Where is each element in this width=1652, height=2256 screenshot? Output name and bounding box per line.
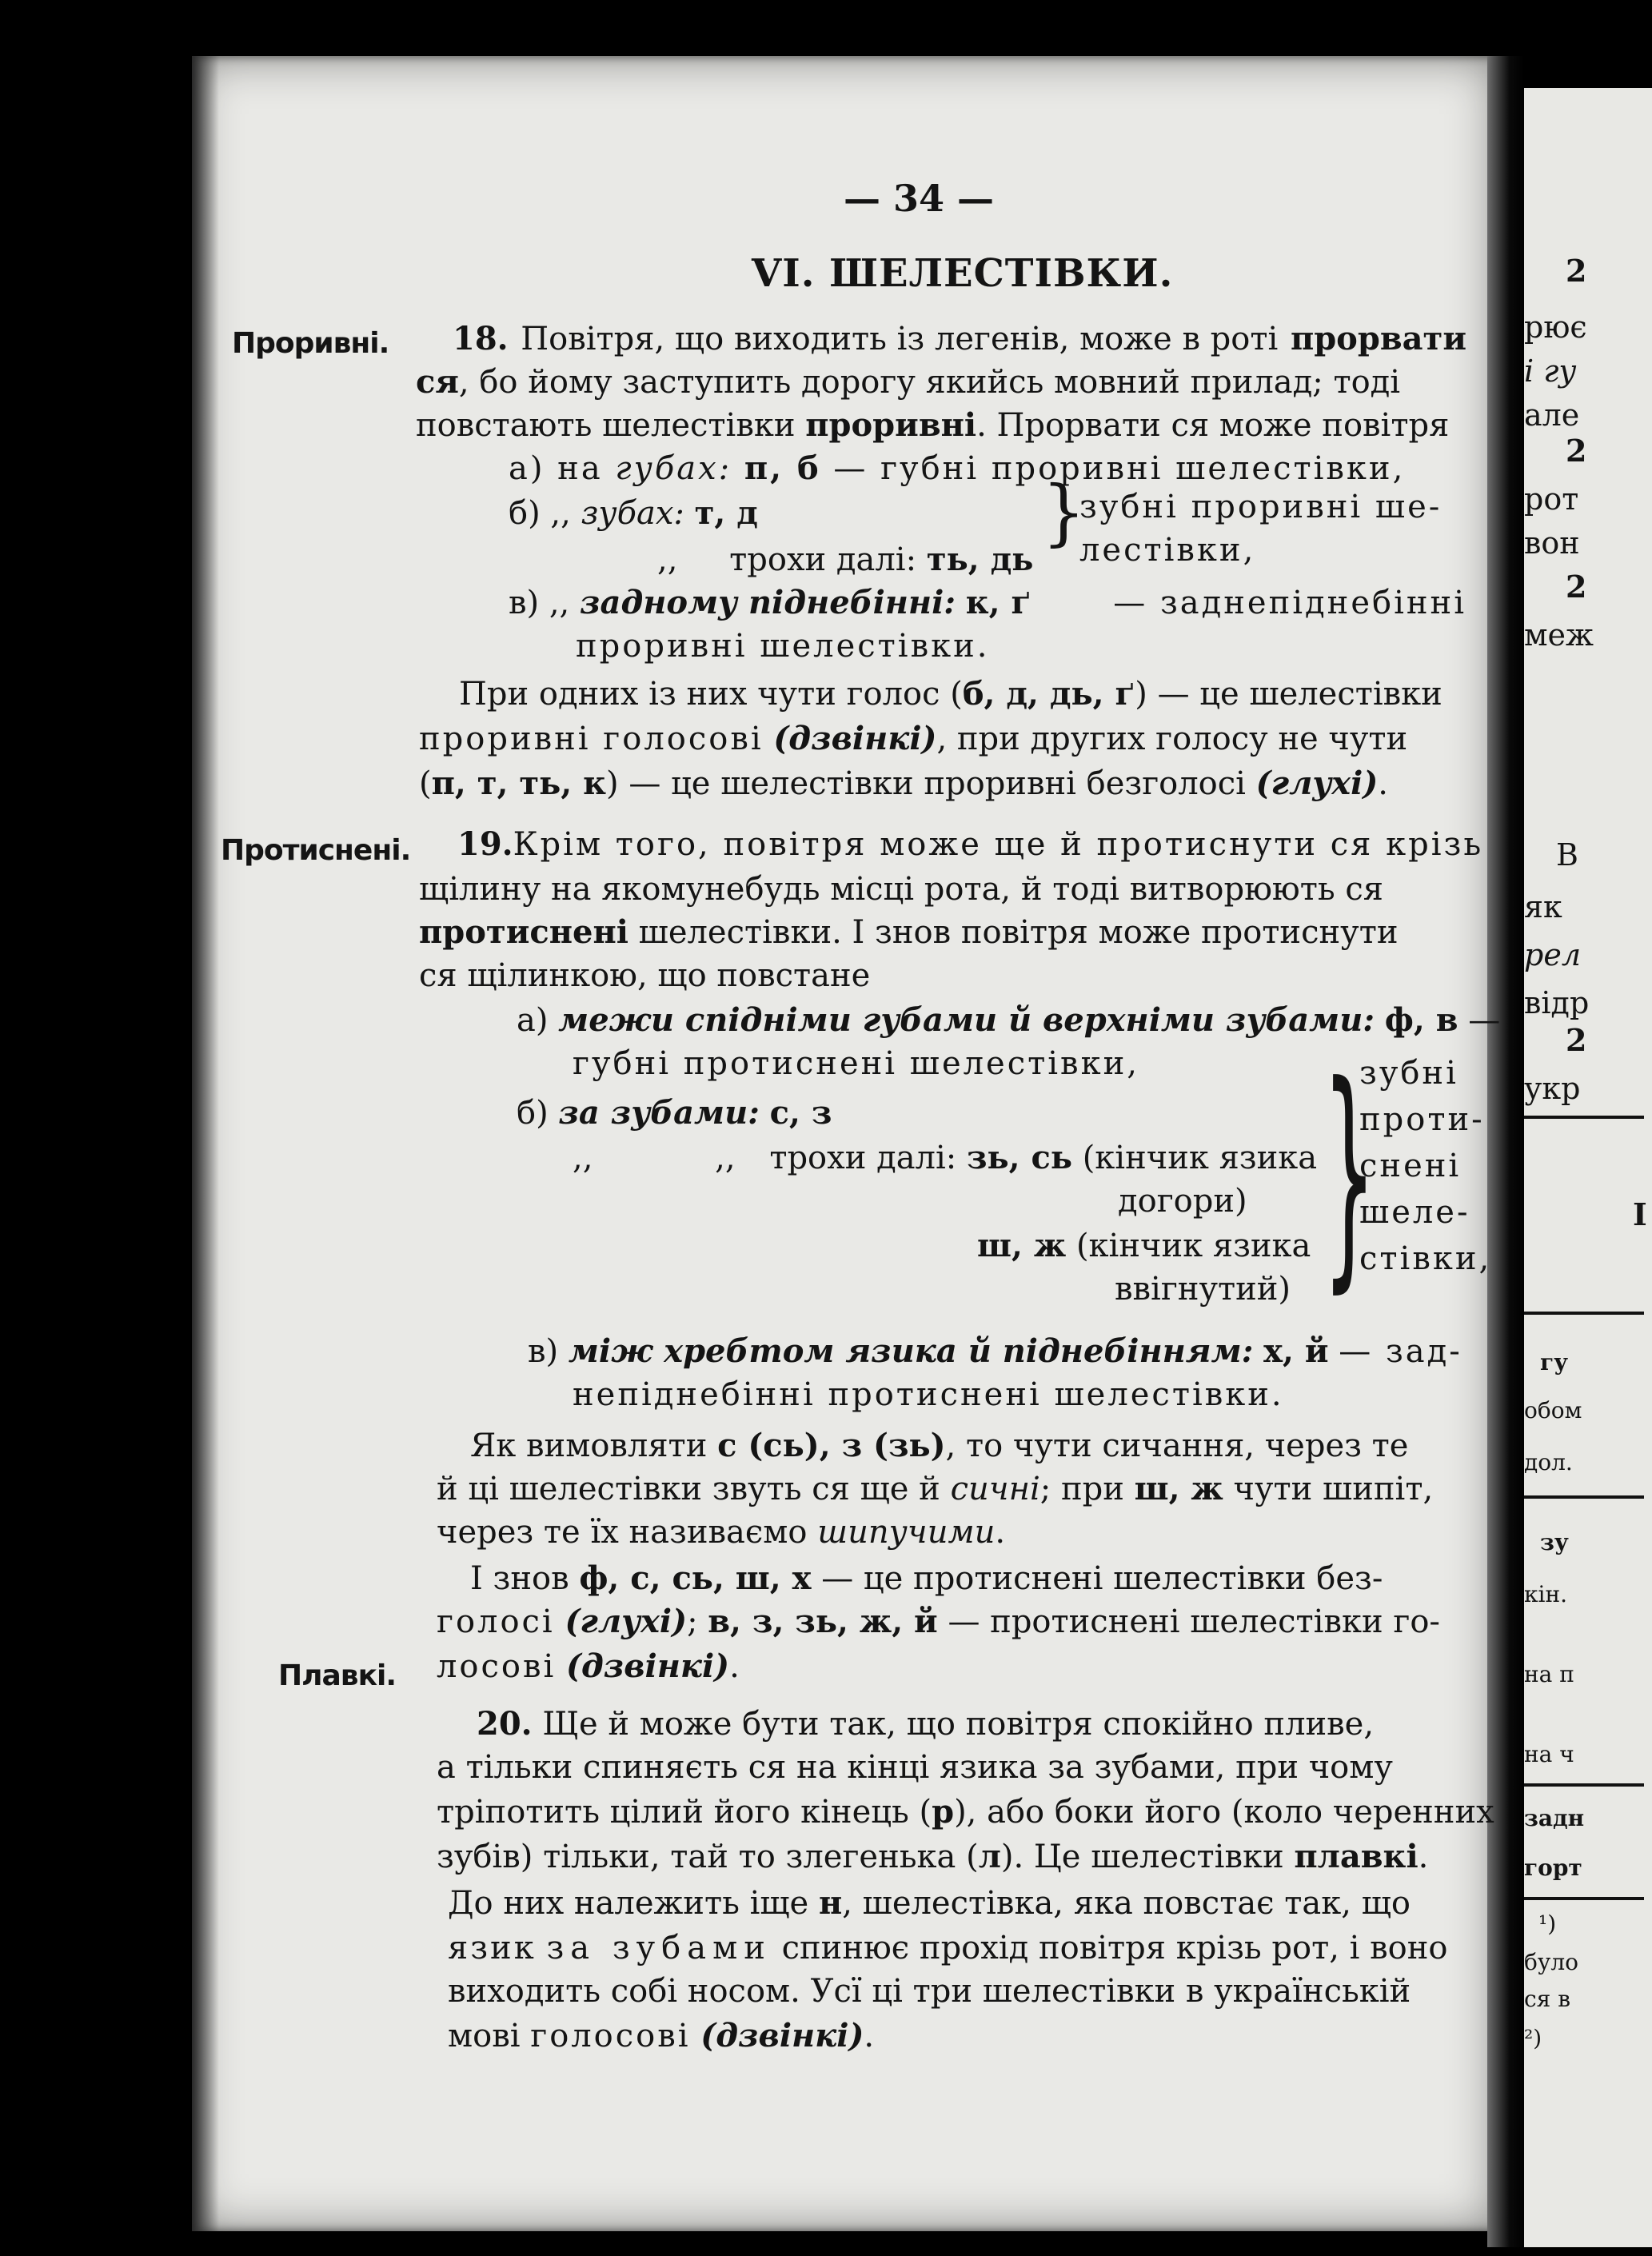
p19-group-4: шеле-: [1359, 1194, 1470, 1231]
p19-group-1: зубні: [1359, 1055, 1458, 1092]
margin-note-proryvni: Проривні.: [232, 327, 389, 360]
adjacent-fragment: як: [1524, 889, 1562, 924]
p19-voice-2: голосі (глухі); в, з, зь, ж, й — протиснені шелестівки го-: [437, 1603, 1440, 1640]
adjacent-fragment: обом: [1524, 1397, 1582, 1423]
p19-item-a-2: губні протиснені шелестівки,: [573, 1045, 1139, 1082]
adjacent-fragment: було: [1524, 1949, 1578, 1975]
p18-item-b-2: ,, трохи далі: ть, дь: [657, 541, 1034, 578]
p19-item-b-4: ш, ж (кінчик язика: [977, 1227, 1311, 1264]
p19-line-1: 19. Крім того, повітря може ще й протиснути ся крізь: [457, 825, 1484, 863]
p19-item-b-5: ввігнутий): [1115, 1271, 1291, 1308]
p19-item-b-2: ,, ,, трохи далі: зь, сь (кінчик язика: [573, 1139, 1318, 1176]
adjacent-fragment: меж: [1524, 617, 1594, 653]
p20-line-2: а тільки спиняєть ся на кінці язика за зубами, при чому: [437, 1749, 1393, 1786]
brace-icon: }: [1042, 470, 1086, 555]
p19-line-2: щілину на якомунебудь місці рота, й тоді витворюють ся: [419, 871, 1383, 908]
adjacent-fragment: рел: [1524, 937, 1582, 972]
p18-summary-2: проривні голосові (дзвінкі), при других голосу не чути: [419, 720, 1408, 757]
adjacent-fragment: зу: [1540, 1529, 1569, 1555]
adjacent-fragment: В: [1556, 837, 1578, 872]
p18-b-group-1: зубні проривні ше-: [1079, 489, 1443, 525]
p19-group-5: стівки,: [1359, 1240, 1492, 1277]
adjacent-fragment: рот: [1524, 481, 1579, 517]
adjacent-fragment: ся в: [1524, 1986, 1571, 2012]
adjacent-fragment: рює: [1524, 309, 1587, 345]
adjacent-fragment: на п: [1524, 1661, 1574, 1687]
page-number: — 34 —: [844, 177, 995, 220]
margin-note-plavki: Плавкі.: [278, 1659, 397, 1692]
p19-summary-3: через те їх називаємо шипучими.: [437, 1514, 1006, 1551]
p18-item-v: в) ,, задному піднебінні: к, ґ — заднепіднебінні: [509, 584, 1466, 621]
page-edge-shadow: [192, 56, 219, 2231]
adjacent-rule: [1524, 1897, 1644, 1900]
p20-line-1: 20. Ще й може бути так, що повітря спокійно пливе,: [477, 1705, 1375, 1743]
adjacent-rule: [1524, 1495, 1644, 1499]
p19-voice-1: І знов ф, с, сь, ш, х — це протиснені шелестівки без-: [470, 1559, 1383, 1597]
p20-summary-2: язик за зубами спинює прохід повітря крізь рот, і воно: [448, 1930, 1448, 1967]
brace-icon: }: [1323, 1034, 1376, 1313]
margin-note-protysneni: Протиснені.: [221, 834, 411, 867]
p20-summary-1: До них належить іще н, шелестівка, яка повстає так, що: [448, 1884, 1411, 1922]
p19-item-a: а) межи спідніми губами й верхніми зубами: ф, в —: [517, 1001, 1501, 1039]
adjacent-fragment: горт: [1524, 1855, 1582, 1881]
adjacent-fragment: відр: [1524, 985, 1590, 1020]
section-title: VI. ШЕЛЕСТІВКИ.: [752, 251, 1174, 296]
p19-item-b-1: б) за зубами: с, з: [517, 1094, 832, 1132]
p19-group-3: снені: [1359, 1148, 1462, 1184]
adjacent-fragment: кін.: [1524, 1581, 1568, 1607]
p19-item-v-2: непіднебінні протиснені шелестівки.: [573, 1376, 1284, 1413]
p19-group-2: проти-: [1359, 1101, 1485, 1138]
p19-line-3: протиснені шелестівки. І знов повітря може протиснути: [419, 913, 1399, 951]
p20-summary-4: мові голосові (дзвінкі).: [448, 2017, 875, 2054]
p19-item-b-3: догори): [1118, 1183, 1247, 1220]
p19-summary-1: Як вимовляти с (сь), з (зь), то чути сичання, через те: [470, 1427, 1409, 1464]
adjacent-fragment: 2: [1566, 253, 1587, 289]
adjacent-fragment: ¹): [1538, 1911, 1557, 1937]
p18-line-3: повстають шелестівки проривні. Прорвати ся може повітря: [416, 406, 1450, 444]
p19-item-v: в) між хребтом язика й піднебінням: х, й — зад-: [528, 1332, 1462, 1370]
p18-summary-1: При одних із них чути голос (б, д, дь, ґ) — це шелестівки: [459, 675, 1443, 713]
adjacent-fragment: ²): [1524, 2025, 1542, 2051]
p18-summary-3: (п, т, ть, к) — це шелестівки проривні безголосі (глухі).: [419, 765, 1388, 802]
adjacent-fragment: вон: [1524, 525, 1580, 561]
p20-line-3: тріпотить цілий його кінець (р), або боки його (коло черенних: [437, 1793, 1494, 1831]
p19-summary-2: й ці шелестівки звуть ся ще й сичні; при ш, ж чути шипіт,: [437, 1470, 1434, 1507]
adjacent-rule: [1524, 1312, 1644, 1315]
p18-item-b-1: б) ,, зубах: т, д: [509, 494, 758, 532]
adjacent-fragment: але: [1524, 397, 1580, 433]
p18-line-1: 18. Повітря, що виходить із легенів, може в роті прорвати: [453, 320, 1466, 357]
adjacent-fragment: 2: [1566, 1022, 1587, 1058]
p18-item-v-2: проривні шелестівки.: [576, 628, 990, 665]
adjacent-fragment: 2: [1566, 569, 1587, 605]
p18-item-a: а) на губах: п, б — губні проривні шелестівки,: [509, 449, 1406, 487]
adjacent-fragment: дол.: [1524, 1449, 1573, 1475]
adjacent-rule: [1524, 1116, 1644, 1119]
p18-line-2: ся, бо йому заступить дорогу якийсь мовний прилад; тодi: [416, 363, 1401, 401]
p20-summary-3: виходить собі носом. Усї ці три шелестівки в українській: [448, 1973, 1411, 2010]
adjacent-fragment: 2: [1566, 433, 1587, 469]
adjacent-fragment: на ч: [1524, 1741, 1574, 1767]
adjacent-rule: [1524, 1783, 1644, 1787]
adjacent-fragment: і гу: [1524, 353, 1577, 389]
adjacent-fragment: гу: [1540, 1349, 1569, 1376]
adjacent-fragment: І: [1633, 1196, 1647, 1232]
p19-line-4: ся щілинкою, що повстане: [419, 957, 871, 994]
adjacent-fragment: укр: [1524, 1071, 1581, 1106]
p19-voice-3: лосові (дзвінкі).: [437, 1647, 740, 1685]
adjacent-page: [1524, 88, 1652, 2247]
book-gutter: [1487, 56, 1524, 2247]
adjacent-fragment: задн: [1524, 1805, 1585, 1831]
p18-b-group-2: лестівки,: [1079, 532, 1256, 569]
p20-line-4: зубів) тільки, тай то злегенька (л). Це шелестівки плавкі.: [437, 1838, 1429, 1875]
